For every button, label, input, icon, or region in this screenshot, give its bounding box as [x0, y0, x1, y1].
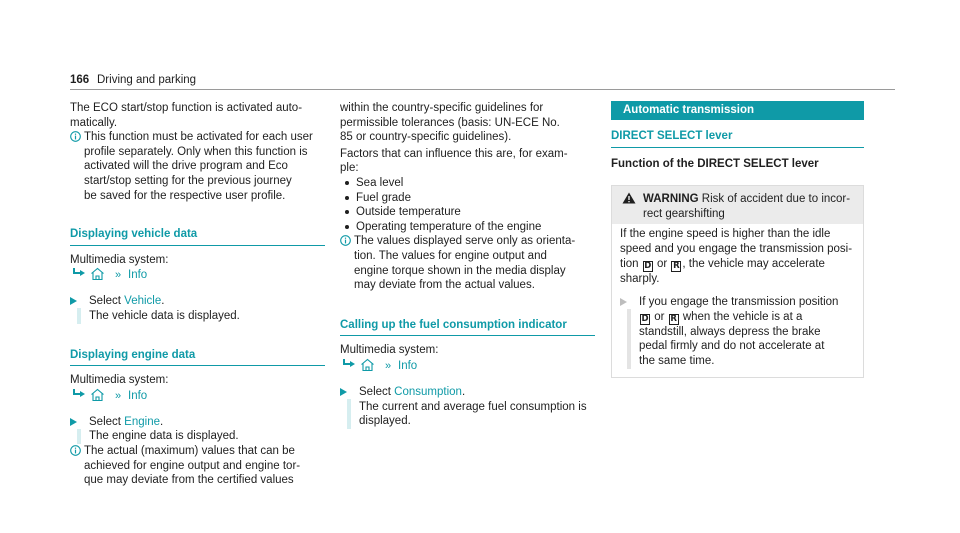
column-1	[70, 101, 325, 488]
step-result: The vehicle data is displayed.	[89, 309, 240, 322]
note-line: be saved for the respective user profile.	[84, 189, 286, 202]
instruction-step: Select Vehicle. The vehicle data is displayed.	[70, 294, 325, 323]
step-arrow-icon	[340, 388, 347, 396]
page-number: 166	[70, 74, 90, 86]
system-label: Multimedia system:	[340, 344, 439, 357]
warning-body: If the engine speed is higher than the idle speed and you engage the transmission posi- tion D or R , the vehicle may accelerate sharply. If you engage the transmission position D or R when the vehicle is at a standstill, always depress the brake pedal firmly and do not accelerate at the same time.	[612, 224, 863, 376]
intro-line: The ECO start/stop function is activated auto-	[70, 102, 303, 114]
step-result: The engine data is displayed.	[89, 430, 239, 443]
note	[70, 130, 325, 203]
text-line: within the country-specific guidelines for	[340, 102, 544, 114]
double-chevron-icon: »	[385, 359, 392, 372]
double-chevron-icon: »	[115, 269, 122, 282]
system-label: Multimedia system:	[70, 374, 169, 387]
step-arrow-icon	[620, 298, 627, 306]
note-line: que may deviate from the certified values	[84, 474, 294, 487]
gear-r-symbol: R	[670, 313, 677, 324]
step-result: displayed.	[359, 415, 411, 428]
step-arrow-icon	[70, 418, 77, 426]
menu-info-link[interactable]: Info	[128, 269, 148, 282]
section-heading-fuel-consumption: Calling up the fuel consumption indicator	[340, 318, 595, 337]
consumption-menu-item[interactable]: Consumption	[394, 385, 462, 398]
vehicle-menu-item[interactable]: Vehicle	[124, 295, 162, 308]
home-icon[interactable]	[360, 358, 375, 372]
note-line: tion. The values for engine output and	[354, 249, 547, 262]
instruction-step: If you engage the transmission position D or R when the vehicle is at a standstill, always depress the brake pedal firmly and do not accelerate at the same time.	[620, 295, 855, 368]
note-line: start/stop setting for the previous journey	[84, 174, 292, 187]
note-line: achieved for engine output and engine tor-	[84, 459, 301, 472]
warning-label: WARNING	[643, 193, 699, 206]
section-title-automatic-transmission: Automatic transmission	[611, 101, 864, 120]
note-line: The actual (maximum) values that can be	[84, 444, 295, 457]
column-3	[611, 101, 864, 378]
note-line: activated will the drive program and Eco	[84, 160, 288, 173]
gear-r-symbol: R	[673, 260, 680, 271]
note-line: engine torque shown in the media display	[354, 264, 566, 277]
section-heading-engine-data: Displaying engine data	[70, 348, 325, 367]
info-icon	[70, 131, 81, 142]
system-label: Multimedia system:	[70, 253, 169, 266]
warning-header: WARNING Risk of accident due to incor- rect gearshifting	[612, 186, 863, 224]
info-icon	[340, 235, 351, 246]
text-line: ple:	[340, 162, 359, 175]
instruction-step: Select Engine. The engine data is displayed.	[70, 415, 325, 444]
home-icon[interactable]	[90, 388, 105, 402]
note-line: This function must be activated for each user	[84, 131, 313, 144]
chapter-title: Driving and parking	[97, 74, 197, 86]
menu-path	[70, 268, 325, 284]
subsection-heading: DIRECT SELECT lever	[611, 129, 864, 148]
topic-heading: Function of the DIRECT SELECT lever	[611, 157, 819, 170]
home-icon[interactable]	[90, 267, 105, 281]
double-chevron-icon: »	[115, 389, 122, 402]
column-2	[340, 101, 595, 429]
menu-info-link[interactable]: Info	[398, 359, 418, 372]
list-item: Sea level	[356, 176, 595, 191]
gear-d-symbol: D	[644, 260, 652, 271]
note	[340, 234, 595, 292]
engine-menu-item[interactable]: Engine	[124, 415, 160, 428]
info-icon	[70, 445, 81, 456]
note-line: profile separately. Only when this function is	[84, 145, 308, 158]
note	[70, 444, 325, 488]
list-item: Outside temperature	[356, 205, 595, 220]
warning-box	[611, 185, 864, 377]
note-line: The values displayed serve only as orienta-	[354, 235, 576, 248]
instruction-step: Select Consumption. The current and average fuel consumption is displayed.	[340, 385, 595, 429]
menu-path	[340, 359, 595, 375]
note-line: may deviate from the actual values.	[354, 279, 535, 292]
text-line: permissible tolerances (basis: UN-ECE No.	[340, 116, 560, 129]
gear-d-symbol: D	[641, 313, 649, 324]
intro-line: matically.	[70, 116, 118, 129]
text-line: Factors that can influence this are, for exam-	[340, 147, 568, 160]
menu-info-link[interactable]: Info	[128, 389, 148, 402]
page-header	[70, 73, 895, 90]
warning-triangle-icon	[622, 192, 636, 204]
menu-path	[70, 389, 325, 405]
factor-list	[340, 176, 595, 234]
text-line: 85 or country-specific guidelines).	[340, 131, 512, 144]
list-item: Fuel grade	[356, 191, 595, 206]
section-heading-vehicle-data: Displaying vehicle data	[70, 227, 325, 246]
list-item: Operating temperature of the engine	[356, 220, 595, 235]
step-result: The current and average fuel consumption is	[359, 400, 587, 413]
step-arrow-icon	[70, 297, 77, 305]
